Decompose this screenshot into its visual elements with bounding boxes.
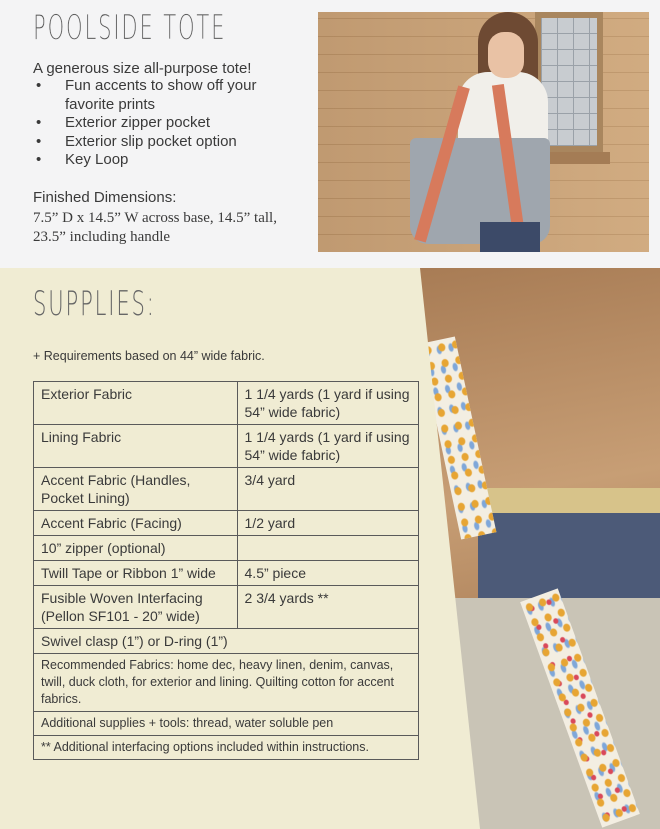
requirements-note: + Requirements based on 44” wide fabric. (33, 349, 265, 363)
table-row (34, 586, 419, 629)
supply-amount: 3/4 yard (237, 468, 418, 511)
tagline: A generous size all-purpose tote! (33, 60, 252, 77)
table-row (34, 712, 419, 736)
supply-item: Lining Fabric (34, 425, 238, 468)
supply-item: Accent Fabric (Handles, Pocket Lining) (34, 468, 238, 511)
table-row (34, 511, 419, 536)
supply-amount (237, 536, 418, 561)
table-row (34, 468, 419, 511)
supply-item: Swivel clasp (1”) or D-ring (1”) (34, 629, 419, 654)
recommended-fabrics: Recommended Fabrics: home dec, heavy linen, denim, canvas, twill, duck cloth, for exterior and lining. Quilting cotton for accent fabrics. (34, 654, 419, 712)
supply-amount: 1/2 yard (237, 511, 418, 536)
supply-item: Accent Fabric (Facing) (34, 511, 238, 536)
list-item: • Exterior zipper pocket (36, 114, 211, 131)
supply-amount: 4.5” piece (237, 561, 418, 586)
list-item: • Exterior slip pocket option (36, 132, 237, 150)
list-item: • Key Loop (36, 151, 129, 168)
table-row (34, 561, 419, 586)
page-title: POOLSIDE TOTE (33, 8, 227, 48)
supply-item: 10” zipper (optional) (34, 536, 238, 561)
table-row (34, 382, 419, 425)
supply-amount: 2 3/4 yards ** (237, 586, 418, 629)
supplies-title: SUPPLIES: (33, 284, 156, 324)
supply-item: Fusible Woven Interfacing (Pellon SF101 - 20” wide) (34, 586, 238, 629)
table-row (34, 425, 419, 468)
supply-amount: 1 1/4 yards (1 yard if using 54” wide fabric) (237, 425, 418, 468)
feature-list (36, 77, 295, 170)
supply-item: Exterior Fabric (34, 382, 238, 425)
table-row (34, 536, 419, 561)
supply-amount: 1 1/4 yards (1 yard if using 54” wide fabric) (237, 382, 418, 425)
dimensions-text: 7.5” D x 14.5” W across base, 14.5” tall, 23.5” including handle (33, 210, 277, 245)
interfacing-footnote: ** Additional interfacing options included within instructions. (34, 736, 419, 760)
table-row (34, 736, 419, 760)
additional-supplies: Additional supplies + tools: thread, water soluble pen (34, 712, 419, 736)
supplies-table (33, 381, 419, 760)
supply-item: Twill Tape or Ribbon 1” wide (34, 561, 238, 586)
dimensions-label: Finished Dimensions: (33, 189, 177, 206)
tote-photo-woman (318, 12, 649, 252)
list-item: • Fun accents to show off your favorite prints (36, 77, 257, 113)
table-row (34, 629, 419, 654)
table-row (34, 654, 419, 712)
